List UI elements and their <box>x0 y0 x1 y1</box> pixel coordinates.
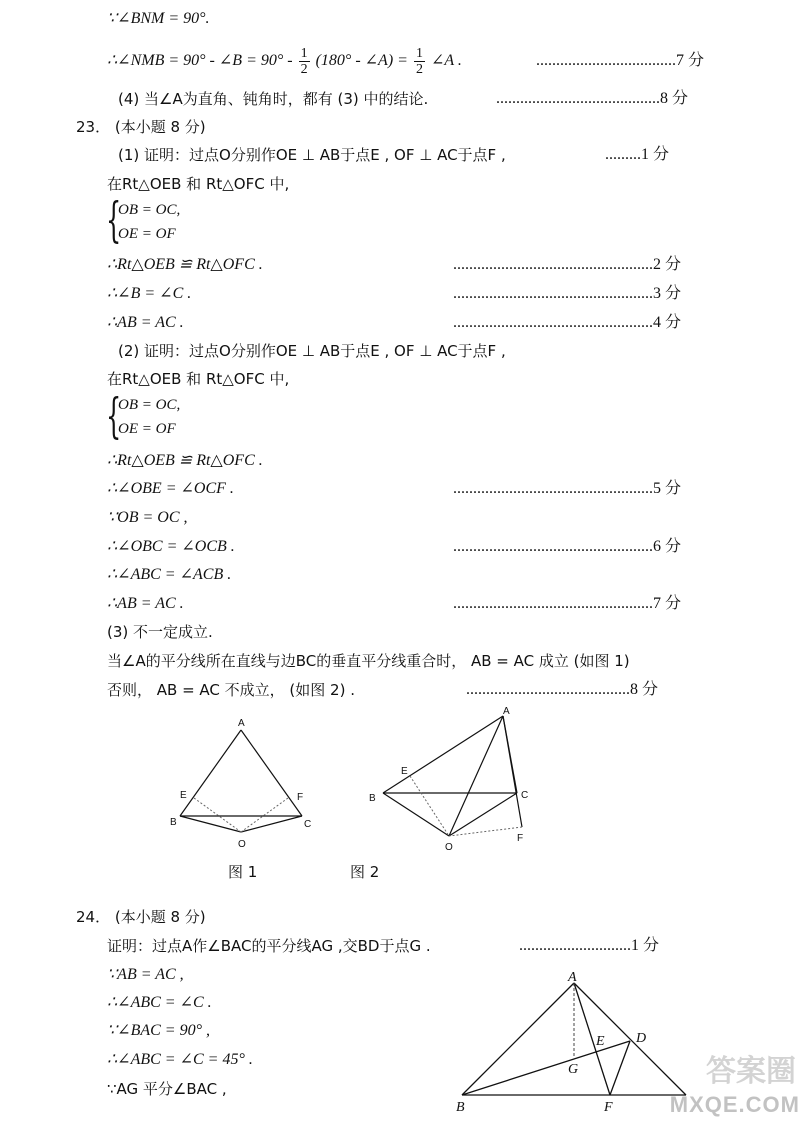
text: 在Rt△OEB 和 Rt△OFC 中, <box>107 370 290 388</box>
text: ∵AG 平分∠BAC , <box>107 1080 227 1098</box>
score-dots: ...................................7 分 <box>536 52 705 69</box>
text: (4) 当∠A为直角、钝角时，都有 (3) 中的结论. <box>118 90 429 108</box>
text: 当∠A的平分线所在直线与边BC的垂直平分线重合时， AB = AC 成立 (如图 1) <box>107 652 630 670</box>
text: ∵AB = AC , <box>107 966 184 983</box>
score-dots: ..................................................6 分 <box>453 538 682 555</box>
brace: { <box>106 388 122 444</box>
line-in-triangles-2 <box>0 366 810 392</box>
text: ∵∠BAC = 90° , <box>107 1022 210 1039</box>
line-in-triangles <box>0 171 810 197</box>
watermark-logo: 答案圈 <box>706 1054 796 1089</box>
line-ab-ac-2 <box>0 591 810 617</box>
numerator: 1 <box>300 45 308 61</box>
line-condition <box>0 648 810 674</box>
line-part3 <box>0 619 810 645</box>
text: ∴AB = AC . <box>107 595 184 612</box>
text: 在Rt△OEB 和 Rt△OFC 中, <box>107 175 290 193</box>
watermark-site: MXQE.COM <box>669 1092 800 1117</box>
system-line: OB = OC, <box>118 202 181 218</box>
expr-part: ∴∠NMB = 90° - ∠B = 90° - <box>107 52 293 69</box>
label-b: B <box>369 793 376 804</box>
label-a: A <box>568 970 577 985</box>
figure-1 <box>160 712 330 857</box>
score-dots: ..................................................2 分 <box>453 256 682 273</box>
text: (1) 证明：过点O分别作OE ⊥ AB于点E , OF ⊥ AC于点F , <box>118 146 506 164</box>
label-b: B <box>456 1100 465 1115</box>
fraction <box>299 46 310 77</box>
line-proof2 <box>0 338 810 364</box>
label-a: A <box>238 718 245 729</box>
expr-part: (180° - ∠A) = <box>315 52 408 69</box>
text: ∴∠ABC = ∠C . <box>107 994 212 1011</box>
label-f: F <box>604 1100 613 1115</box>
line-ab-ac <box>0 310 810 336</box>
line-angle-bnm <box>0 6 810 32</box>
text: 23． (本小题 8 分) <box>76 118 206 136</box>
line-congruent-2 <box>0 448 810 474</box>
label-d: D <box>636 1031 647 1046</box>
question-24-heading <box>0 904 810 930</box>
score-dots: ............................1 分 <box>519 937 660 954</box>
text: ∴∠ABC = ∠ACB . <box>107 566 232 583</box>
label-c: C <box>304 819 312 830</box>
text: 24． (本小题 8 分) <box>76 908 206 926</box>
label-a: A <box>503 706 510 717</box>
label-e: E <box>401 766 408 777</box>
brace: { <box>106 192 122 248</box>
label-f: F <box>297 792 304 803</box>
label-e: E <box>596 1034 605 1049</box>
score-dots: ..................................................4 分 <box>453 314 682 331</box>
system-line: OE = OF <box>118 421 176 437</box>
denominator: 2 <box>300 61 308 77</box>
text <box>107 44 462 78</box>
label-e: E <box>180 790 187 801</box>
line-congruent <box>0 252 810 278</box>
line-proof1 <box>0 142 810 168</box>
line-angle-b-c <box>0 281 810 307</box>
line-obe-ocf <box>0 476 810 502</box>
text: ∵OB = OC , <box>107 509 188 526</box>
score-dots: .........................................8 分 <box>466 681 659 698</box>
score-dots: ..................................................5 分 <box>453 480 682 497</box>
label-g: G <box>568 1062 579 1077</box>
question-23-heading <box>0 114 810 140</box>
expr-part: ∠A . <box>430 52 462 69</box>
figure-2 <box>365 700 550 855</box>
score-dots: .........1 分 <box>605 146 670 163</box>
label-o: O <box>445 842 453 853</box>
text: ∴Rt△OEB ≌ Rt△OFC . <box>107 452 263 469</box>
score-dots: .........................................8 分 <box>496 90 689 107</box>
label-f: F <box>517 833 524 844</box>
figure-2-caption: 图 2 <box>350 863 380 881</box>
text: ∴AB = AC . <box>107 314 184 331</box>
label-c: C <box>521 790 529 801</box>
denominator: 2 <box>415 61 423 77</box>
line-part4 <box>0 86 810 112</box>
text: 否则， AB = AC 不成立， (如图 2) . <box>107 681 355 699</box>
numerator: 1 <box>415 45 423 61</box>
label-o: O <box>238 839 246 850</box>
text: (2) 证明：过点O分别作OE ⊥ AB于点E , OF ⊥ AC于点F , <box>118 342 506 360</box>
line-abc-acb <box>0 562 810 588</box>
text: ∵∠BNM = 90°. <box>107 10 210 27</box>
line-q24-proof <box>0 933 810 959</box>
text: ∴Rt△OEB ≌ Rt△OFC . <box>107 256 263 273</box>
figure-q24 <box>450 965 700 1120</box>
text: ∴∠ABC = ∠C = 45° . <box>107 1051 253 1068</box>
text: ∴∠OBE = ∠OCF . <box>107 480 234 497</box>
line-obc-ocb <box>0 534 810 560</box>
system-line: OB = OC, <box>118 397 181 413</box>
text: 证明：过点A作∠BAC的平分线AG ,交BD于点G . <box>107 937 431 955</box>
text: ∴∠B = ∠C . <box>107 285 192 302</box>
text: ∴∠OBC = ∠OCB . <box>107 538 235 555</box>
text: (3) 不一定成立. <box>107 623 213 641</box>
label-b: B <box>170 817 177 828</box>
system-line: OE = OF <box>118 226 176 242</box>
score-dots: ..................................................7 分 <box>453 595 682 612</box>
fraction <box>414 46 425 77</box>
figure-1-caption: 图 1 <box>228 863 258 881</box>
line-angle-nmb <box>0 44 810 78</box>
line-ob-oc <box>0 505 810 531</box>
score-dots: ..................................................3 分 <box>453 285 682 302</box>
